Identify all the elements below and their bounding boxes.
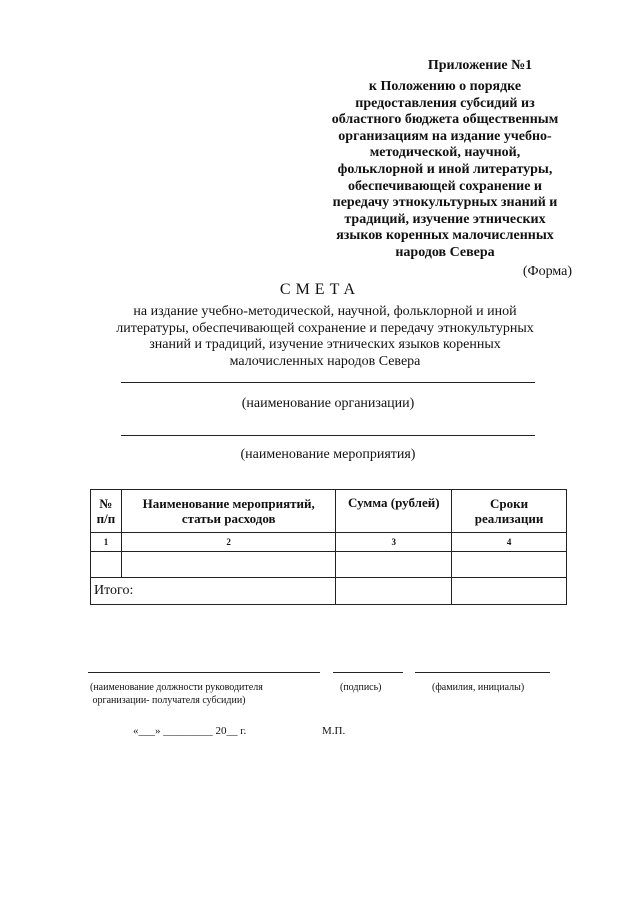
appendix-line: методической, научной, xyxy=(369,145,521,161)
table-cell[interactable] xyxy=(91,552,122,578)
position-line[interactable] xyxy=(88,672,320,673)
form-label: (Форма) xyxy=(522,264,572,279)
appendix-line: народов Севера xyxy=(395,244,495,260)
estimate-subtitle xyxy=(90,304,560,370)
table-row xyxy=(91,552,567,578)
total-sum-cell[interactable] xyxy=(336,578,452,605)
table-cell[interactable] xyxy=(452,552,567,578)
appendix-line: областного бюджета общественным xyxy=(331,112,559,128)
header-sum: Сумма (рублей) xyxy=(336,490,452,533)
table-header-row xyxy=(91,490,567,533)
name-caption: (фамилия, инициалы) xyxy=(432,682,525,693)
column-number: 1 xyxy=(91,533,122,552)
estimate-subtitle-line: малочисленных народов Севера xyxy=(229,353,421,369)
appendix-line: традиций, изучение этнических xyxy=(344,211,546,227)
appendix-line: фольклорной и иной литературы, xyxy=(337,161,553,177)
organization-caption: (наименование организации) xyxy=(241,396,415,411)
appendix-line: к Положению о порядке xyxy=(368,79,522,94)
table-cell[interactable] xyxy=(121,552,336,578)
appendix-line: предоставления субсидий из xyxy=(355,95,535,111)
appendix-line: передачу этнокультурных знаний и xyxy=(332,195,558,211)
estimate-title: СМЕТА xyxy=(279,281,361,298)
name-line[interactable] xyxy=(415,672,550,673)
table-number-row xyxy=(91,533,567,552)
estimate-table xyxy=(90,489,567,605)
header-terms: Сроки реализации xyxy=(452,490,567,533)
date-line[interactable]: «___» _________ 20__ г. xyxy=(133,725,247,737)
table-cell[interactable] xyxy=(336,552,452,578)
appendix-title: Приложение №1 xyxy=(427,58,533,73)
appendix-description xyxy=(300,79,590,262)
organization-name-line[interactable] xyxy=(121,382,535,383)
total-terms-cell[interactable] xyxy=(452,578,567,605)
event-caption: (наименование мероприятия) xyxy=(240,447,416,462)
estimate-subtitle-line: на издание учебно-методической, научной, фольклорной и иной xyxy=(133,304,517,319)
column-number: 4 xyxy=(452,533,567,552)
header-number: № п/п xyxy=(91,490,122,533)
signature-caption: (подпись) xyxy=(340,682,382,693)
column-number: 3 xyxy=(336,533,452,552)
estimate-subtitle-line: знаний и традиций, изучение этнических языков коренных xyxy=(149,337,501,353)
appendix-line: обеспечивающей сохранение и xyxy=(347,178,542,194)
header-activity: Наименование мероприятий, статьи расходов xyxy=(121,490,336,533)
position-caption: (наименование должности руководителя организации- получателя субсидии) xyxy=(90,682,263,706)
column-number: 2 xyxy=(121,533,336,552)
event-name-line[interactable] xyxy=(121,435,535,436)
table-total-row xyxy=(91,578,567,605)
appendix-line: языков коренных малочисленных xyxy=(336,228,554,244)
total-label: Итого: xyxy=(91,578,336,605)
seal-label: М.П. xyxy=(322,725,346,737)
signature-line[interactable] xyxy=(333,672,403,673)
appendix-line: организациям на издание учебно- xyxy=(338,128,552,144)
estimate-subtitle-line: литературы, обеспечивающей сохранение и передачу этнокультурных xyxy=(116,320,534,336)
